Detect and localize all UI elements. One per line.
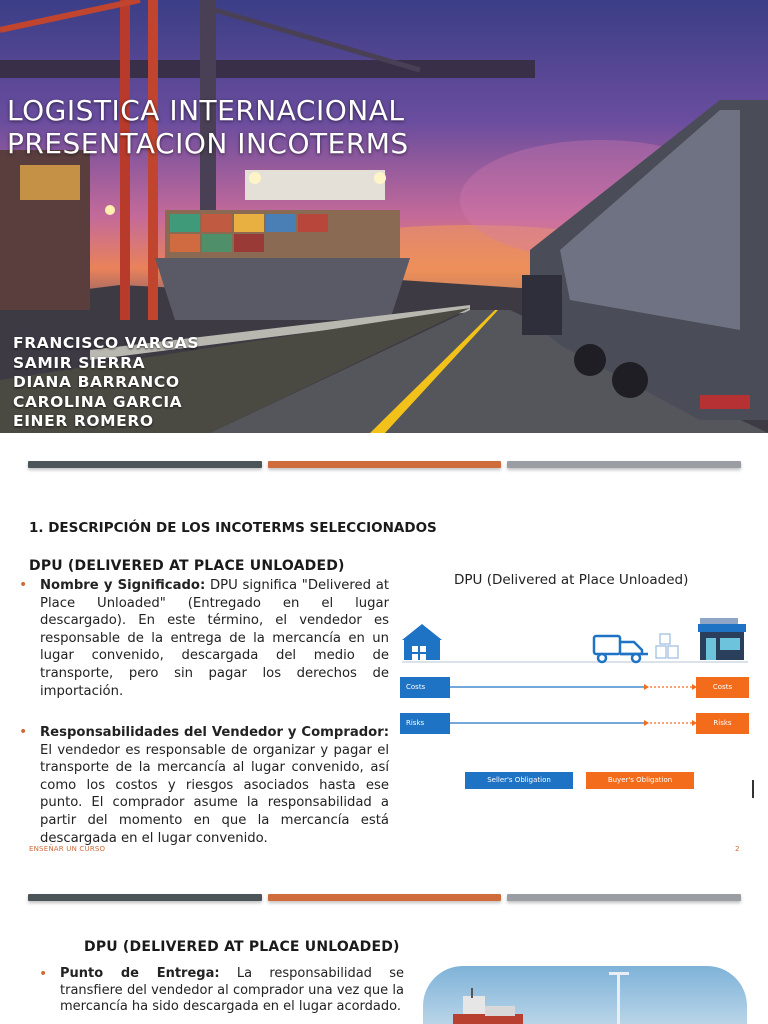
dpu-diagram — [398, 566, 754, 796]
cover-title-line-1: LOGISTICA INTERNACIONAL — [7, 94, 405, 127]
slide-footer-text: ENSEÑAR UN CURSO — [29, 845, 106, 853]
bullet-dot-icon: • — [19, 577, 28, 593]
slide-divider-bars — [28, 461, 741, 469]
bullet-dot-icon: • — [19, 724, 28, 740]
bullet-label: Nombre y Significado: — [40, 578, 206, 593]
incoterm-heading: DPU (DELIVERED AT PLACE UNLOADED) — [84, 939, 400, 955]
author-list — [13, 334, 199, 432]
cover-title-line-2: PRESENTACION INCOTERMS — [7, 127, 409, 160]
boxes-icon — [656, 634, 678, 658]
bullet-label: Punto de Entrega: — [60, 966, 220, 981]
legend-buyer-obligation: Buyer's Obligation — [586, 772, 694, 789]
store-icon — [698, 618, 746, 660]
warehouse-icon — [402, 624, 442, 660]
incoterm-heading: DPU (DELIVERED AT PLACE UNLOADED) — [29, 558, 345, 574]
risks-seller-box: Risks — [400, 713, 450, 734]
risks-buyer-box: Risks — [696, 713, 749, 734]
bullet-list — [39, 966, 404, 1016]
author-name: EINER ROMERO — [13, 412, 154, 430]
cover-slide — [0, 0, 768, 433]
section-heading: 1. DESCRIPCIÓN DE LOS INCOTERMS SELECCIONADOS — [29, 520, 437, 536]
divider-bar-orange — [268, 461, 502, 468]
author-name: CAROLINA GARCIA — [13, 392, 183, 411]
costs-buyer-box: Costs — [696, 677, 749, 698]
divider-bar-dark — [28, 461, 262, 468]
bullet-dot-icon: • — [39, 966, 48, 982]
author-name: DIANA BARRANCO — [13, 373, 180, 391]
author-name: FRANCISCO VARGAS — [13, 334, 200, 352]
slide-number: 2 — [735, 845, 740, 853]
author-name: SAMIR SIERRA — [13, 353, 146, 372]
bullet-text: DPU significa "Delivered at Place Unloaded" (Entregado en el lugar descargado). En este término, el vendedor es responsable de la entrega de la mercancía en un lugar convenido, descargada del medio de transporte, pero sin pagar los derechos de importación. — [40, 578, 389, 699]
divider-bar-grey — [507, 461, 741, 468]
text-cursor — [752, 780, 754, 798]
legend-seller-obligation: Seller's Obligation — [465, 772, 573, 789]
bullet-list — [19, 577, 389, 700]
bullet-item — [19, 724, 389, 847]
bullet-text: El vendedor es responsable de organizar y pagar el transporte de la mercancía al lugar convenido, así como los costos y riesgos asociados hasta ese punto. El comprador asume la responsabilidad a partir del momento en que la mercancía está descargada en el lugar convenido. — [40, 742, 389, 846]
bullet-text: La responsabilidad se transfiere del vendedor al comprador una vez que la mercancía ha sido descargada en el lugar acordado. — [60, 966, 404, 1014]
diagram-title: DPU (Delivered at Place Unloaded) — [454, 572, 689, 588]
bullet-item — [19, 577, 389, 700]
divider-bar-grey — [507, 894, 741, 901]
bullet-label: Responsabilidades del Vendedor y Comprador: — [40, 725, 389, 740]
costs-seller-box: Costs — [400, 677, 450, 698]
slide-divider-bars — [28, 894, 741, 902]
divider-bar-dark — [28, 894, 262, 901]
port-photo — [423, 966, 747, 1024]
ship-crane-image — [423, 966, 747, 1024]
divider-bar-orange — [268, 894, 502, 901]
bullet-item — [39, 966, 404, 1016]
truck-icon — [594, 636, 648, 662]
cover-title — [7, 94, 409, 160]
bullet-list — [19, 724, 389, 847]
